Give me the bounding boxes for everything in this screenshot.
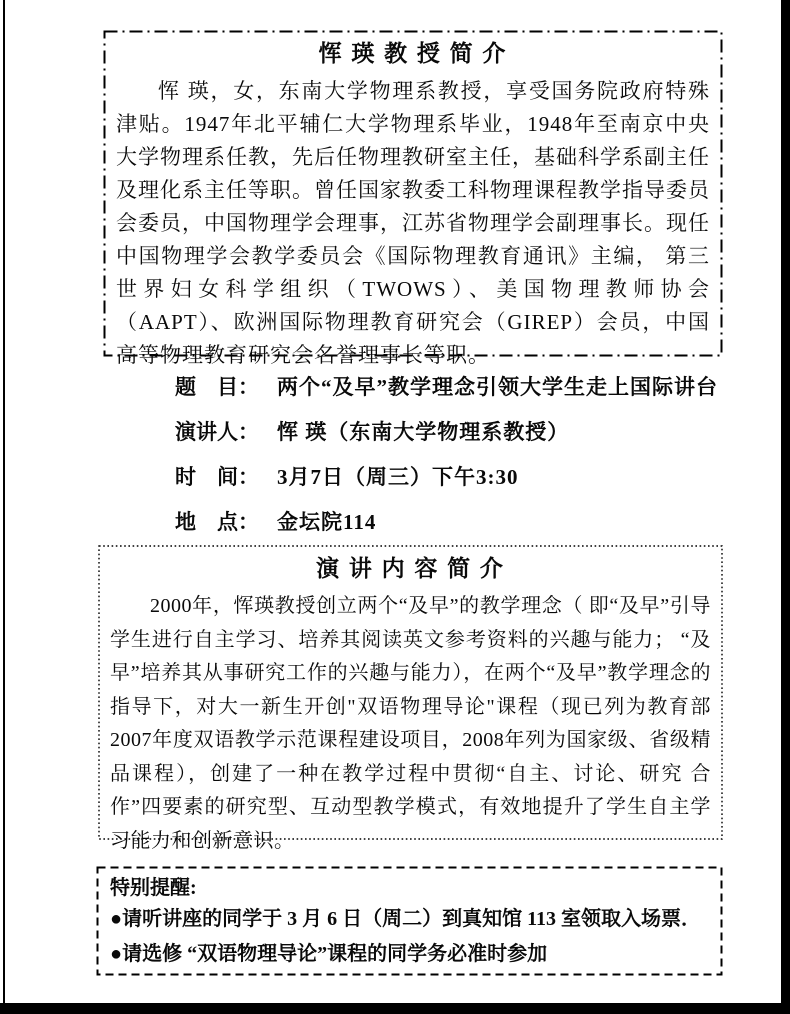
info-value-location: 金坛院114 (277, 510, 377, 534)
info-label-speaker: 演讲人： (175, 420, 259, 444)
reminder-title: 特别提醒: (110, 877, 197, 899)
info-row-topic (175, 372, 735, 402)
info-value-time: 3月7日（周三）下午3:30 (277, 465, 519, 489)
page-right-scan-bar (781, 0, 790, 1014)
professor-intro-title: 恽 瑛 教 授 简 介 (318, 41, 508, 66)
info-row-time (175, 462, 735, 492)
lecture-content-box (98, 545, 723, 852)
info-row-speaker (175, 417, 735, 447)
lecture-content-text: 2000年，恽瑛教授创立两个“及早”的教学理念（ 即“及早”引导学生进行自主学习、培养其阅读英文参考资料的兴趣与能力； “及早”培养其从事研究工作的兴趣与能力），在两个“及早”教学理念的指导下，对大一新生开创"双语物理导论"课程（现已列为教育部2007年度双语教学示范课程建设项目，2008年列为国家级、省级精品课程），创建了一种在教学过程中贯彻“自主、讨论、研究 合作”四要素的研究型、互动型教学模式，有效地提升了学生自主学习能力和创新意识。 (110, 595, 711, 852)
info-row-location (175, 507, 735, 537)
reminder-box (96, 866, 723, 976)
lecture-content-title: 演 讲 内 容 简 介 (316, 556, 505, 581)
info-label-location: 地 点： (175, 510, 259, 534)
info-value-topic: 两个“及早”教学理念引领大学生走上国际讲台 (277, 375, 718, 399)
info-value-speaker: 恽 瑛（东南大学物理系教授） (277, 420, 570, 444)
professor-intro-text: 恽 瑛，女，东南大学物理系教授，享受国务院政府特殊津贴。1947年北平辅仁大学物理系毕业，1948年至南京中央大学物理系任教，先后任物理教研室主任，基础科学系副主任及理化系主任等职。曾任国家教委工科物理课程教学指导委员会委员，中国物理学会理事，江苏省物理学会副理事长。现任中国物理学会教学委员会《国际物理教育通讯》主编， 第三世界妇女科学组织（TWOWS）、美国物理教师协会（AAPT）、欧洲国际物理教育研究会（GIREP）会员，中国高等物理教育研究会名誉理事长等职。 (116, 79, 710, 367)
reminder-item-course: ●请选修 “双语物理导论”课程的同学务必准时参加 (110, 943, 548, 965)
professor-intro-box (103, 30, 723, 367)
page-left-edge-line (3, 0, 5, 1014)
info-label-time: 时 间： (175, 465, 259, 489)
page-bottom-scan-bar (0, 1003, 790, 1014)
lecture-info-section (175, 372, 735, 552)
info-label-topic: 题 目： (175, 375, 259, 399)
reminder-item-ticket: ●请听讲座的同学于 3 月 6 日（周二）到真知馆 113 室领取入场票． (110, 908, 701, 930)
